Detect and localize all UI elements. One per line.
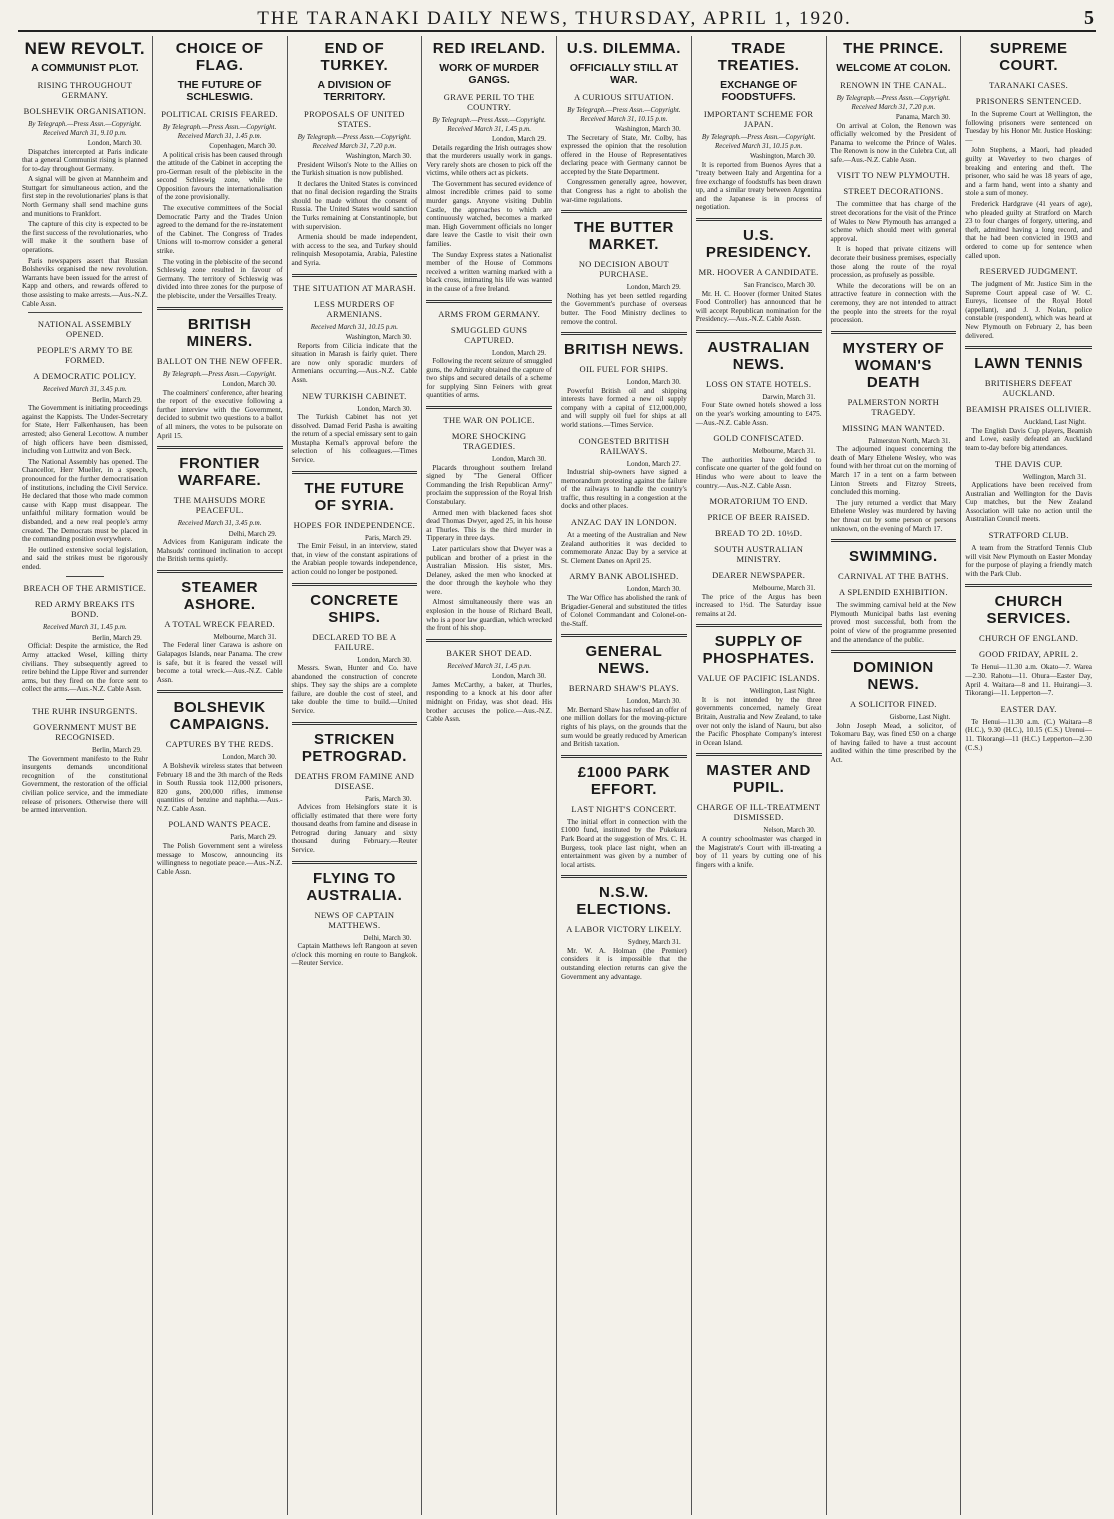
column-2: [153, 36, 288, 1515]
section-subheading: PRICE OF BEER RAISED.: [707, 512, 810, 523]
dateline: London, March 29.: [491, 348, 546, 357]
dateline: Auckland, Last Night.: [1023, 418, 1086, 427]
dateline: Wellington, Last Night.: [749, 687, 816, 696]
divider-rule: [157, 446, 283, 449]
article-paragraph: Congressmen generally agree, however, that Congress has a right to abolish the war-time regulations.: [561, 178, 687, 204]
dateline: Washington, March 30.: [615, 125, 681, 133]
article-paragraph: President Wilson's Note to the Allies on the Turkish situation is now published.: [291, 160, 418, 178]
column-1: [18, 36, 153, 1515]
dateline: Melbourne, March 31.: [213, 632, 277, 641]
column-8: [961, 36, 1096, 1515]
divider-rule: [28, 312, 142, 313]
section-subheading: BERNARD SHAW'S PLAYS.: [568, 683, 679, 694]
divider-rule: [292, 722, 418, 725]
telegraph-credit: Received March 31, 1.45 p.m.: [447, 661, 531, 670]
divider-rule: [561, 634, 687, 637]
section-headline: GENERAL NEWS.: [585, 643, 663, 678]
column-headline: THE PRINCE.: [843, 40, 944, 57]
article-paragraph: The coalminers' conference, after hearing the report of the executive following a further interview with the Government, decided to submit two questions to a ballot of all miners, the votes to be pulsorate on April 15.: [156, 388, 283, 440]
article-paragraph: The Government manifesto to the Ruhr insurgents demands unconditional recognition of the constitutional Government, the restoration of the official civilian police service, and the immediate release of prisoners. Otherwise there will be armed intervention.: [22, 754, 148, 815]
dateline: London, March 30.: [222, 380, 277, 389]
telegraph-credit: Received March 31, 3.45 p.m.: [177, 519, 262, 528]
divider-rule: [66, 699, 104, 700]
dateline: Paris, March 29.: [230, 833, 277, 842]
dateline: London, March 30.: [357, 655, 412, 664]
section-headline: BRITISH MINERS.: [186, 315, 253, 350]
section-subheading: THE DAVIS CUP.: [994, 458, 1063, 469]
article-paragraph: The Government has secured evidence of almost incredible crimes paid to some murder gangs. Anyone visiting Dublin Castle, the approaches to which are continuously watched, becomes a marked man. High Government officials no longer dare leave the Castle to visit their own families.: [426, 179, 552, 249]
section-subheading: EASTER DAY.: [1000, 703, 1057, 714]
divider-rule: [965, 584, 1092, 587]
column-3: [288, 36, 423, 1515]
divider-rule: [561, 332, 687, 335]
dateline: Paris, March 29.: [364, 533, 412, 542]
dateline: Washington, March 30.: [345, 333, 412, 342]
article-paragraph: He outlined extensive social legislation, and said the strikes must be rigorously ended.: [22, 545, 148, 571]
article-paragraph: Nothing has yet been settled regarding the Government's purchase of overseas butter. The Food Ministry declines to remove the control.: [561, 291, 687, 326]
column-4: [422, 36, 557, 1515]
section-subheading: A DEMOCRATIC POLICY.: [33, 371, 137, 382]
section-headline: LAWN TENNIS: [974, 355, 1084, 373]
telegraph-credit: Received March 31, 1.45 p.m.: [43, 623, 127, 632]
dateline: London, March 30.: [626, 697, 681, 706]
section-subheading: TARANAKI CASES.: [989, 80, 1069, 90]
masthead-spacer: [18, 7, 25, 30]
section-headline: MYSTERY OF WOMAN'S DEATH: [842, 339, 945, 391]
column-6: [692, 36, 827, 1515]
section-subheading: A SPLENDID EXHIBITION.: [838, 587, 948, 598]
article-paragraph: A country schoolmaster was charged in the Magistrate's Court with ill-treating a boy of 11 years by cutting one of his fingers with a knife.: [695, 834, 822, 869]
article-paragraph: Four State owned hotels showed a loss on the year's working amounting to £475.—Aus.-N.Z. Cable Assn.: [695, 401, 822, 427]
section-headline: AUSTRALIAN NEWS.: [707, 338, 810, 373]
section-subheading: PALMERSTON NORTH TRAGEDY.: [847, 396, 940, 417]
divider-rule: [66, 576, 104, 577]
article-paragraph: Dispatches intercepted at Paris indicate that a general Communist rising is planned for to-day throughout Germany.: [22, 147, 148, 173]
divider-rule: [696, 218, 822, 221]
section-subheading: CAPTURES BY THE REDS.: [165, 739, 274, 750]
dateline: Panama, March 30.: [895, 113, 951, 121]
article-paragraph: The Sunday Express states a Nationalist member of the House of Commons received a written warning marked with a black cross, intimating his life was wanted in the cause of a free Ireland.: [426, 250, 552, 293]
section-subheading: BAKER SHOT DEAD.: [446, 647, 532, 658]
article-paragraph: A political crisis has been caused through the attitude of the Cabinet in accepting the pro-German result of the plebiscite in the second Schleswig zone, while the Opposition favours the internationalisation of the zone provisionally.: [156, 150, 283, 202]
section-subheading: LOSS ON STATE HOTELS.: [705, 378, 812, 389]
article-paragraph: The Secretary of State, Mr. Colby, has expressed the opinion that the resolution offered in the House of Representatives declaring peace with Germany cannot be accepted by the State Department.: [561, 133, 687, 176]
section-subheading: POLAND WANTS PEACE.: [168, 819, 271, 830]
dateline: Palmerston North, March 31.: [868, 436, 951, 445]
section-subheading: BREACH OF THE ARMISTICE.: [23, 583, 147, 594]
article-paragraph: Captain Matthews left Rangoon at seven o'clock this morning en route to Bangkok.—Reuter Service.: [291, 942, 418, 968]
article-paragraph: The National Assembly has opened. The Chancellor, Herr Mueller, in a speech, pronounced for the further democratisation of institutions, including the Civil Service. He declared that those who made common cause with Kapp must disappear. The unfaithful military formation would be disbanded, and a new real people's army created. The Democrats must be placed in the commanding position everywhere.: [22, 457, 148, 544]
subheadline: WELCOME AT COLON.: [836, 62, 951, 74]
divider-rule: [292, 861, 418, 864]
article-paragraph: Mr. W. A. Holman (the Premier) considers it is impossible that the outstanding election returns can give the Government any advantage.: [561, 946, 687, 981]
telegraph-credit: By Telegraph.—Press Assn.—Copyright. Received March 31, 10.15 p.m.: [701, 133, 816, 150]
column-headline: RED IRELAND.: [432, 40, 546, 57]
section-subheading: SMUGGLED GUNS CAPTURED.: [450, 324, 528, 345]
column-headline: NEW REVOLT.: [24, 39, 146, 58]
article-paragraph: Mr. Bernard Shaw has refused an offer of one million dollars for the moving-picture rights of his plays, on the grounds that the sum would be greatly reduced by American and British taxation.: [561, 705, 687, 749]
article-paragraph: James McCarthy, a baker, at Thurles, responding to a knock at his door after midnight on Friday, was shot dead. His brother accuses the police.—Aus.-N.Z. Cable Assn.: [426, 680, 552, 724]
column-headline: TRADE TREATIES.: [717, 40, 800, 74]
dateline: London, March 30.: [626, 585, 681, 594]
section-subheading: OIL FUEL FOR SHIPS.: [579, 364, 669, 375]
article-paragraph: It is reported from Buenos Ayres that a "treaty between Italy and Argentina for a free exchange of foodstuffs has been drawn up, and a similar treaty between Argentina and the Japanese is in process of negotiation.: [695, 160, 822, 212]
divider-rule: [292, 471, 418, 474]
article-paragraph: A Bolshevik wireless states that between February 18 and the 3th march of the Reds in South Russia took 112,000 prisoners, 820 guns, 200,000 rifles, immense quantities of benzine and naphtha.—Aus.-N.Z. Cable Assn.: [156, 761, 283, 813]
dateline: Sydney, March 31.: [627, 938, 681, 947]
dateline: London, March 27.: [626, 459, 681, 468]
telegraph-credit: By Telegraph.—Press Assn.—Copyright. Received March 31, 1.45 p.m.: [162, 123, 277, 140]
dateline: Berlin, March 29.: [91, 395, 142, 404]
divider-rule: [831, 331, 957, 334]
dateline: Wellington, March 31.: [1022, 472, 1086, 481]
article-paragraph: Te Henui—11.30 a.m. (C.) Waitara—8 (H.C.), 9.30 (H.C.), 10.15 (C.S.) Urenui—11. Tikorangi—11 (H.C.) Lepperton—2.30 (C.S.): [965, 717, 1092, 752]
article-paragraph: The Government is initiating proceedings against the Kappists. The Under-Secretary for State, Herr Falkenhausen, has been arrested; also General Lecottow. A number of high officers have been dismissed, including von Luttwitz and von Beck.: [22, 404, 148, 456]
divider-rule: [561, 875, 687, 878]
article-paragraph: Paris newspapers assert that Russian Bolsheviks organised the new revolution. Warrants have been issued for the arrest of Kapp and others, and rewards offered to those assisting to make arrests.—Aus.-N.Z. Cable Assn.: [22, 256, 148, 308]
article-paragraph: Te Henui—11.30 a.m. Okato—7. Warea—2.30. Rahotu—11. Ohura—Easter Day, April 4. Waitara—8 and 11. Huirangi—3. Tikorangi—11. Lepperton—7.: [965, 663, 1092, 698]
column-headline: END OF TURKEY.: [320, 40, 389, 74]
telegraph-credit: By Telegraph.—Press Assn.—Copyright. Received March 31, 7.20 p.m.: [836, 94, 951, 111]
newspaper-title: THE TARANAKI DAILY NEWS, THURSDAY, APRIL 1, 1920.: [257, 8, 852, 29]
section-subheading: NEW TURKISH CABINET.: [302, 390, 407, 401]
dateline: Paris, March 30.: [364, 794, 412, 803]
article-paragraph: Following the recent seizure of smuggled guns, the Admiralty obtained the capture of two ships and secured details of a scheme for supplying Sinn Feiners with great quantities of arms.: [426, 357, 552, 400]
article-paragraph: Mr. H. C. Hoover (former United States Food Controller) has announced that he will accept Republican nomination for the Presidency.—Aus.-N.Z. Cable Assn.: [695, 289, 822, 324]
section-subheading: PROPOSALS OF UNITED STATES.: [304, 109, 405, 129]
article-paragraph: Advices from Helsingfors state it is officially estimated that there were forty thousand deaths from famine and disease in Petrograd during January and sixty thousand during February.—Reuter Service.: [291, 803, 418, 855]
article-paragraph: It declares the United States is convinced that no final decision regarding the Straits should be made without the consent of Russia. The United States would sanction the Turks remaining at Constantinople, but with supervision.: [291, 179, 418, 231]
divider-rule: [561, 210, 687, 213]
section-subheading: GRAVE PERIL TO THE COUNTRY.: [443, 92, 535, 112]
telegraph-credit: Received March 31, 10.15 p.m.: [310, 322, 398, 331]
divider-rule: [426, 639, 552, 642]
section-subheading: PEOPLE'S ARMY TO BE FORMED.: [36, 345, 133, 366]
article-paragraph: John Joseph Mead, a solicitor, of Tokomaru Bay, was fined £50 on a charge of having failed to have a trust account audited within the time prescribed by the Act.: [830, 721, 957, 765]
dateline: London, March 30.: [626, 378, 681, 387]
article-paragraph: Details regarding the Irish outrages show that the murderers usually work in gangs. Very rarely shots are chosen to pick off the victims, while others act as pickets.: [426, 143, 552, 178]
article-paragraph: The executive committees of the Social Democratic Party and the Trades Union agreed to the demand for the re-instatement of the Cabinet. The Congress of Trades Unions will to-morrow consider a general strike.: [156, 204, 283, 256]
section-subheading: CHURCH OF ENGLAND.: [979, 633, 1079, 644]
article-paragraph: Messrs. Swan, Hunter and Co. have abandoned the construction of concrete ships. They say the ships are a complete failure, are double the cost of steel, and take double the time to build.—United Service.: [291, 664, 418, 715]
article-paragraph: On arrival at Colon, the Renown was officially welcomed by the President of Panama to welcome the Prince of Wales. The Renown is now in the Culebra Cut, all safe.—Aus.-N.Z. Cable Assn.: [830, 121, 957, 164]
section-headline: DOMINION NEWS.: [853, 659, 934, 694]
section-headline: FRONTIER WARFARE.: [178, 455, 262, 490]
dateline: London, March 30.: [87, 139, 142, 147]
divider-rule: [696, 753, 822, 756]
section-headline: THE FUTURE OF SYRIA.: [304, 479, 405, 514]
article-paragraph: Industrial ship-owners have signed a memorandum protesting against the failure of the railways to handle the country's traffic, thus resulting in a congestion at the docks and other places.: [561, 468, 687, 511]
dateline: London, March 30.: [222, 753, 277, 762]
dateline: London, March 30.: [491, 455, 546, 464]
dateline: London, March 30.: [357, 404, 412, 413]
section-subheading: ARMS FROM GERMANY.: [438, 308, 541, 319]
section-subheading: BOLSHEVIK ORGANISATION.: [23, 106, 147, 116]
divider-rule: [292, 583, 418, 586]
telegraph-credit: By Telegraph.—Press Assn.—Copyright. Received March 31, 7.20 p.m.: [297, 133, 412, 150]
section-headline: £1000 PARK EFFORT.: [577, 763, 671, 798]
article-paragraph: Frederick Hardgrave (41 years of age), who pleaded guilty at Stratford on March 23 to four charges of forgery, uttering, and theft, admitted having a long record, and that he had been convicted in 1903 and ordered to come up for sentence when called upon.: [965, 199, 1092, 260]
section-subheading: IMPORTANT SCHEME FOR JAPAN.: [703, 109, 814, 129]
section-headline: N.S.W. ELECTIONS.: [576, 884, 672, 919]
section-subheading: NO DECISION ABOUT PURCHASE.: [578, 259, 669, 280]
section-subheading: DEATHS FROM FAMINE AND DISEASE.: [294, 770, 415, 791]
article-paragraph: The capture of this city is expected to be the first success of the revolutionaries, who will make it the southern base of operations.: [22, 220, 148, 255]
telegraph-credit: By Telegraph.—Press Assn.—Copyright.: [162, 369, 277, 378]
article-paragraph: The English Davis Cup players, Beamish and Lowe, easily defeated an Auckland team to-day before big attendances.: [965, 426, 1092, 452]
article-paragraph: A team from the Stratford Tennis Club will visit New Plymouth on Easter Monday for the purpose of playing a friendly match with the Park Club.: [965, 544, 1092, 578]
article-paragraph: The swimming carnival held at the New Plymouth Municipal baths last evening proved most successful, both from the point of view of the programme presented and the attendance of the public.: [830, 601, 957, 644]
subheadline: A DIVISION OF TERRITORY.: [317, 79, 392, 103]
section-headline: CHURCH SERVICES.: [986, 593, 1071, 628]
dateline: London, March 30.: [491, 672, 546, 681]
column-5: [557, 36, 692, 1515]
subheadline: A COMMUNIST PLOT.: [31, 62, 139, 74]
columns-container: [18, 36, 1096, 1515]
article-paragraph: The initial effort in connection with the £1000 fund, instituted by the Pukekura Park Board at the suggestion of Mrs. C. H. Burgess, took place last night, when an entertainment was given by a number of local artists.: [561, 817, 687, 869]
section-subheading: MORE SHOCKING TRAGEDIES.: [451, 431, 527, 452]
section-subheading: BALLOT ON THE NEW OFFER.: [156, 355, 283, 366]
dateline: Melbourne, March 31.: [752, 584, 816, 593]
section-subheading: A SOLICITOR FINED.: [850, 699, 937, 710]
section-subheading: RED ARMY BREAKS ITS BOND.: [34, 599, 135, 620]
section-subheading: NATIONAL ASSEMBLY OPENED.: [37, 319, 132, 340]
column-headline: CHOICE OF FLAG.: [175, 40, 264, 74]
section-headline: SWIMMING.: [849, 548, 938, 566]
section-headline: U.S. PRESIDENCY.: [705, 227, 812, 262]
column-headline: U.S. DILEMMA.: [566, 40, 681, 57]
article-paragraph: The price of the Argus has been increased to 1½d. The Saturday issue remains at 2d.: [695, 592, 822, 618]
article-paragraph: A signal will be given at Mannheim and Stuttgart for simultaneous action, and the first step in the revolutionaries' plans is that North Germany shall send machine guns and munitions to Frankfort.: [22, 175, 148, 218]
divider-rule: [696, 330, 822, 333]
telegraph-credit: By Telegraph.—Press Assn.—Copyright. Received March 31, 1.45 p.m.: [432, 116, 546, 133]
section-subheading: MISSING MAN WANTED.: [842, 422, 945, 433]
section-headline: SUPPLY OF PHOSPHATES.: [702, 633, 815, 668]
section-headline: THE BUTTER MARKET.: [573, 219, 674, 254]
section-subheading: BRITISHERS DEFEAT AUCKLAND.: [984, 378, 1073, 399]
section-subheading: A CURIOUS SITUATION.: [574, 92, 674, 102]
section-subheading: RESERVED JUDGMENT.: [979, 266, 1078, 277]
article-paragraph: While the decorations will be on an attractive feature in connection with the ceremony, they are not intended to attract the people into the streets for the royal procession.: [830, 281, 957, 325]
article-paragraph: Placards throughout southern Ireland signed by "The General Officer Commanding the Irish Republican Army" proclaim the suppression of the Royal Irish Constabulary.: [426, 463, 552, 506]
section-subheading: LESS MURDERS OF ARMENIANS.: [314, 298, 395, 319]
subheadline: EXCHANGE OF FOODSTUFFS.: [720, 79, 798, 103]
dateline: Gisborne, Last Night.: [889, 713, 951, 722]
section-subheading: RISING THROUGHOUT GERMANY.: [37, 80, 133, 100]
section-subheading: LAST NIGHT'S CONCERT.: [571, 803, 677, 814]
section-headline: STRICKEN PETROGRAD.: [301, 730, 407, 765]
section-subheading: A LABOR VICTORY LIKELY.: [566, 924, 682, 935]
section-subheading: MORATORIUM TO END.: [709, 496, 808, 507]
section-headline: BOLSHEVIK CAMPAIGNS.: [169, 699, 270, 734]
dateline: Darwin, March 31.: [762, 392, 816, 401]
article-paragraph: It is hoped that private citizens will decorate their business premises, especially those along the route of the royal procession, as profusely as possible.: [830, 245, 957, 280]
dateline: Melbourne, March 31.: [752, 447, 816, 456]
section-subheading: GOVERNMENT MUST BE RECOGNISED.: [33, 722, 137, 743]
article-paragraph: The adjourned inquest concerning the death of Mary Ethelene Wesley, who was found with her throat cut on the morning of March 17 in a tent on a farm between Linton Streets and Fitzroy Streets, concluded this morning.: [830, 445, 957, 497]
section-subheading: VALUE OF PACIFIC ISLANDS.: [697, 673, 820, 684]
section-subheading: POLITICAL CRISIS FEARED.: [161, 109, 278, 119]
article-paragraph: The voting in the plebiscite of the second Schleswig zone resulted in favour of Germany. The territory of Schleswig was divided into three zones for the purpose of the plebiscite, under the Versailles Treaty.: [156, 257, 283, 300]
section-subheading: ARMY BANK ABOLISHED.: [569, 571, 679, 582]
section-subheading: A TOTAL WRECK FEARED.: [164, 618, 275, 629]
section-subheading: BEAMISH PRAISES OLLIVIER.: [965, 404, 1092, 415]
article-paragraph: The Emir Feisul, in an interview, stated that, in view of the constant aspirations of the Arabian people towards independence, action could no longer be postponed.: [291, 542, 418, 576]
article-paragraph: Armenia should be made independent, with access to the sea, and Turkey should relinquish Mesopotamia, Arabia, Palestine and Syria.: [291, 233, 418, 268]
dateline: Berlin, March 29.: [91, 746, 142, 755]
dateline: Berlin, March 29.: [91, 633, 142, 642]
article-paragraph: Applications have been received from Australian and Wellington for the Davis Cup matches, but the New Zealand Association will take no action until the Australian Council meets.: [965, 481, 1092, 524]
divider-rule: [426, 406, 552, 409]
section-subheading: VISIT TO NEW PLYMOUTH.: [836, 170, 950, 181]
section-subheading: STREET DECORATIONS.: [843, 186, 944, 197]
section-subheading: SOUTH AUSTRALIAN MINISTRY.: [714, 544, 804, 565]
page-number: 5: [1084, 7, 1096, 29]
section-subheading: BREAD TO 2D. 10½D.: [714, 528, 803, 539]
article-paragraph: It is not intended by the three governments concerned, namely Great Britain, Australia and New Zealand, to take over not only the island of Nauru, but also the Pacific Phosphate Company's interest in Ocean Island.: [695, 695, 822, 747]
section-subheading: THE WAR ON POLICE.: [443, 415, 535, 426]
section-subheading: GOLD CONFISCATED.: [713, 433, 804, 444]
article-paragraph: The Federal liner Carawa is ashore on Galapagos Islands, near Panama. The crew is safe, but it is feared the vessel will become a total wreck.—Aus.-N.Z. Cable Assn.: [156, 641, 283, 684]
divider-rule: [696, 624, 822, 627]
article-paragraph: Powerful British oil and shipping interests have formed a new oil supply company with a capital of £12,000,000, and will supply oil fuel for ships at all world stations.—Times Service.: [561, 386, 687, 429]
telegraph-credit: By Telegraph.—Press Assn.—Copyright. Received March 31, 10.15 p.m.: [567, 106, 681, 123]
divider-rule: [561, 755, 687, 758]
article-paragraph: The judgment of Mr. Justice Sim in the Supreme Court appeal case of W. C. Eureys, licensee of the Royal Hotel (appellant), and J. J. Nolan, police constable (respondent), which was heard at New Plymouth on February 2, has been delivered.: [965, 280, 1092, 340]
section-subheading: STRATFORD CLUB.: [988, 530, 1069, 540]
article-paragraph: The War Office has abolished the rank of Brigadier-General and substituted the titles of Colonel Commandant and Colonel-on-the-Staff.: [561, 593, 687, 628]
article-paragraph: The Turkish Cabinet has not yet dissolved. Damad Ferid Pasha is awaiting the return of a special emissary sent to gain Mustapha Kemal's approval before the selection of his colleagues.—Times Service.: [291, 413, 418, 465]
dateline: Nelson, March 30.: [763, 826, 816, 835]
section-subheading: DECLARED TO BE A FAILURE.: [312, 631, 397, 652]
section-headline: BRITISH NEWS.: [563, 341, 684, 359]
article-paragraph: The Polish Government sent a wireless message to Moscow, announcing its willingness to negotiate peace.—Aus.-N.Z. Cable Assn.: [156, 841, 283, 876]
article-paragraph: Official: Despite the armistice, the Red Army attacked Wesel, killing thirty civilians. They subsequently agreed to retire behind the Lippe River and surrender arms, but they fired on the force sent to collect the arms.—Aus.-N.Z. Cable Assn.: [22, 642, 148, 694]
divider-rule: [831, 539, 957, 542]
telegraph-credit: By Telegraph.—Press Assn.—Copyright. Received March 31, 9.10 p.m.: [28, 120, 142, 137]
column-7: [827, 36, 962, 1515]
divider-rule: [157, 570, 283, 573]
section-subheading: MR. HOOVER A CANDIDATE.: [698, 267, 819, 278]
section-subheading: PRISONERS SENTENCED.: [975, 96, 1082, 106]
dateline: Copenhagen, March 30.: [209, 142, 277, 150]
divider-rule: [157, 690, 283, 693]
divider-rule: [426, 300, 552, 303]
section-subheading: CARNIVAL AT THE BATHS.: [838, 571, 949, 582]
section-subheading: THE MAHSUDS MORE PEACEFUL.: [173, 495, 266, 516]
section-subheading: ANZAC DAY IN LONDON.: [570, 517, 677, 528]
section-subheading: GOOD FRIDAY, APRIL 2.: [978, 649, 1079, 660]
dateline: Delhi, March 30.: [363, 933, 412, 942]
section-subheading: HOPES FOR INDEPENDENCE.: [293, 519, 416, 530]
article-paragraph: Later particulars show that Dwyer was a publican and brother of a priest in the Australian Mission. His sister, Mrs. Delaney, asked the men who knocked at the door through the keyhole who they were.: [426, 544, 552, 596]
article-paragraph: John Stephens, a Maori, had pleaded guilty at Waverley to two charges of breaking and entering and theft. The prisoner, who said he was 18 years of age, and a farm hand, went into a shanty and stole a sum of money.: [965, 146, 1092, 198]
divider-rule: [157, 307, 283, 310]
section-headline: FLYING TO AUSTRALIA.: [306, 869, 403, 904]
section-subheading: DEARER NEWSPAPER.: [712, 570, 806, 581]
dateline: London, March 29.: [626, 283, 681, 292]
divider-rule: [292, 274, 418, 277]
section-subheading: RENOWN IN THE CANAL.: [840, 80, 947, 90]
article-paragraph: Almost simultaneously there was an explosion in the house of Richard Beall, who is a poor law guardian, which wrecked the front of his shop.: [426, 598, 552, 633]
column-headline: SUPREME COURT.: [989, 40, 1068, 74]
dateline: Washington, March 30.: [749, 152, 816, 160]
dateline: London, March 29.: [491, 135, 546, 143]
article-paragraph: At a meeting of the Australian and New Zealand authorities it was decided to commemorate Anzac Day by a service at St. Clement Danes on April 25.: [561, 531, 687, 565]
section-headline: STEAMER ASHORE.: [181, 578, 259, 613]
section-headline: CONCRETE SHIPS.: [310, 591, 399, 626]
masthead: [18, 4, 1096, 32]
section-subheading: CONGESTED BRITISH RAILWAYS.: [578, 435, 670, 456]
article-paragraph: Reports from Cilicia indicate that the situation in Marash is fairly quiet. There are now only sporadic murders of Armenians occurring.—Aus.-N.Z. Cable Assn.: [291, 341, 418, 384]
subheadline: THE FUTURE OF SCHLESWIG.: [177, 79, 262, 103]
article-paragraph: The jury returned a verdict that Mary Ethelene Wesley was murdered by having her throat cut by some person or persons unknown, on the evening of March 17.: [830, 498, 957, 533]
section-subheading: THE RUHR INSURGENTS.: [32, 706, 138, 717]
article-paragraph: The authorities have decided to confiscate one quarter of the gold found on Hindus who were about to leave the country.—Aus.-N.Z. Cable Assn.: [695, 455, 822, 490]
dateline: San Francisco, March 30.: [743, 281, 816, 290]
section-subheading: NEWS OF CAPTAIN MATTHEWS.: [314, 909, 395, 930]
subheadline: OFFICIALLY STILL AT WAR.: [569, 62, 679, 86]
section-headline: MASTER AND PUPIL.: [706, 762, 811, 797]
subheadline: WORK OF MURDER GANGS.: [439, 62, 539, 86]
section-subheading: CHARGE OF ILL-TREATMENT DISMISSED.: [696, 802, 821, 823]
telegraph-credit: Received March 31, 3.45 p.m.: [43, 385, 127, 394]
dateline: Washington, March 30.: [345, 152, 412, 160]
section-subheading: THE SITUATION AT MARASH.: [293, 282, 416, 293]
divider-rule: [831, 650, 957, 653]
article-paragraph: The committee that has charge of the street decorations for the visit of the Prince of Wales to New Plymouth has arranged a scheme which should meet with general approval.: [830, 200, 957, 243]
divider-rule: [965, 346, 1092, 349]
article-paragraph: Armed men with blackened faces shot dead Thomas Dwyer, aged 25, in his house at Thurles. This is the third murder in Tipperary in three days.: [426, 508, 552, 543]
article-paragraph: In the Supreme Court at Wellington, the following prisoners were sentenced on Tuesday by his Honor Mr. Justice Hosking:—: [965, 110, 1092, 144]
article-paragraph: Advices from Kaniguram indicate the Mahsuds' continued inclination to accept the British terms quietly.: [156, 538, 283, 564]
dateline: Delhi, March 29.: [228, 529, 277, 538]
